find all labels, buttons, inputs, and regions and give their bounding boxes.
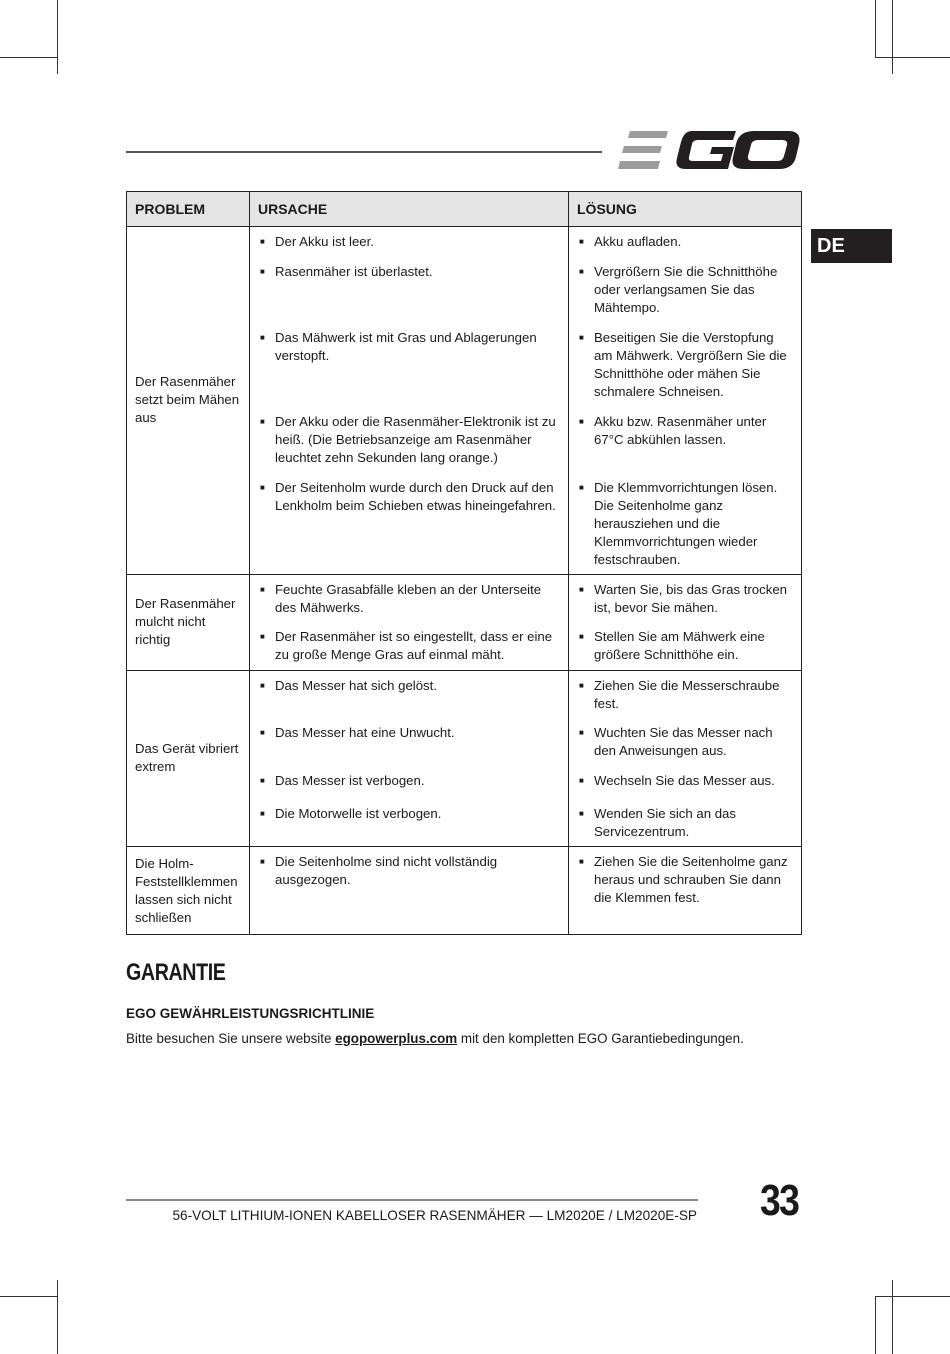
crop-mark <box>876 57 950 58</box>
header-rule <box>126 151 602 153</box>
cause-cell: ■ Das Messer hat eine Unwucht. <box>250 718 569 766</box>
crop-mark <box>875 0 876 58</box>
solution-cell: ■ Ziehen Sie die Messerschraube fest. <box>569 670 802 718</box>
solution-cell: ■ Wenden Sie sich an das Servicezentrum. <box>569 799 802 846</box>
cause-cell: ■ Der Rasenmäher ist so eingestellt, dass er eine zu große Menge Gras auf einmal mäht. <box>250 622 569 670</box>
warranty-paragraph <box>126 1031 744 1046</box>
solution-cell: ■ Ziehen Sie die Seitenholme ganz heraus und schrauben Sie dann die Klemmen fest. <box>569 846 802 934</box>
crop-mark <box>875 1296 876 1354</box>
crop-mark <box>0 57 57 58</box>
solution-cell: ■ Beseitigen Sie die Verstopfung am Mähwerk. Vergrößern Sie die Schnitthöhe oder mähen Sie schmalere Schneisen. <box>569 323 802 407</box>
problem-cell: Der Rasenmäher mulcht nicht richtig <box>127 574 250 670</box>
language-tab: DE <box>811 229 892 263</box>
cause-cell: ■ Die Motorwelle ist verbogen. <box>250 799 569 846</box>
section-subtitle: EGO GEWÄHRLEISTUNGSRICHTLINIE <box>126 1006 375 1021</box>
problem-cell: Die Holm-Feststellklemmen lassen sich nicht schließen <box>127 846 250 934</box>
table-row <box>127 574 802 622</box>
warranty-text-before: Bitte besuchen Sie unsere website <box>126 1031 336 1046</box>
section-title: GARANTIE <box>126 959 226 986</box>
table-row <box>127 227 802 257</box>
cause-cell: ■ Der Akku ist leer. <box>250 227 569 257</box>
cause-cell: ■ Feuchte Grasabfälle kleben an der Unterseite des Mähwerks. <box>250 574 569 622</box>
cause-cell: ■ Das Mähwerk ist mit Gras und Ablagerungen verstopft. <box>250 323 569 407</box>
crop-mark <box>57 0 58 74</box>
solution-cell: ■ Wechseln Sie das Messer aus. <box>569 766 802 799</box>
solution-cell: ■ Warten Sie, bis das Gras trocken ist, bevor Sie mähen. <box>569 574 802 622</box>
column-header-solution: LÖSUNG <box>569 192 802 227</box>
crop-mark <box>0 1296 57 1297</box>
cause-cell: ■ Rasenmäher ist überlastet. <box>250 257 569 323</box>
solution-cell: ■ Die Klemmvorrichtungen lösen. Die Seitenholme ganz herausziehen und die Klemmvorrichtungen wieder festschrauben. <box>569 473 802 575</box>
cause-cell: ■ Der Seitenholm wurde durch den Druck auf den Lenkholm beim Schieben etwas hineingefahren. <box>250 473 569 575</box>
cause-cell: ■ Das Messer ist verbogen. <box>250 766 569 799</box>
table-row <box>127 846 802 934</box>
crop-mark <box>876 1296 950 1297</box>
solution-cell: ■ Vergrößern Sie die Schnitthöhe oder verlangsamen Sie das Mähtempo. <box>569 257 802 323</box>
troubleshooting-table <box>126 191 802 935</box>
problem-cell: Das Gerät vibriert extrem <box>127 670 250 846</box>
cause-cell: ■ Die Seitenholme sind nicht vollständig ausgezogen. <box>250 846 569 934</box>
table-header-row <box>127 192 802 227</box>
crop-mark <box>892 1280 893 1354</box>
warranty-link[interactable]: egopowerplus.com <box>335 1031 458 1046</box>
cause-cell: ■ Das Messer hat sich gelöst. <box>250 670 569 718</box>
solution-cell: ■ Akku aufladen. <box>569 227 802 257</box>
page-number: 33 <box>760 1176 799 1225</box>
crop-mark <box>57 1280 58 1354</box>
solution-cell: ■ Akku bzw. Rasenmäher unter 67°C abkühlen lassen. <box>569 407 802 473</box>
footer-text: 56-VOLT LITHIUM-IONEN KABELLOSER RASENMÄHER — LM2020E / LM2020E-SP <box>172 1208 697 1223</box>
table-row <box>127 670 802 718</box>
ego-logo <box>618 128 800 172</box>
warranty-text-after: mit den kompletten EGO Garantiebedingungen. <box>457 1031 744 1046</box>
cause-cell: ■ Der Akku oder die Rasenmäher-Elektronik ist zu heiß. (Die Betriebsanzeige am Rasenmäher leuchtet zehn Sekunden lang orange.) <box>250 407 569 473</box>
solution-cell: ■ Stellen Sie am Mähwerk eine größere Schnitthöhe ein. <box>569 622 802 670</box>
column-header-cause: URSACHE <box>250 192 569 227</box>
problem-cell: Der Rasenmäher setzt beim Mähen aus <box>127 227 250 575</box>
crop-mark <box>892 0 893 74</box>
column-header-problem: PROBLEM <box>127 192 250 227</box>
footer-rule <box>126 1199 698 1201</box>
solution-cell: ■ Wuchten Sie das Messer nach den Anweisungen aus. <box>569 718 802 766</box>
